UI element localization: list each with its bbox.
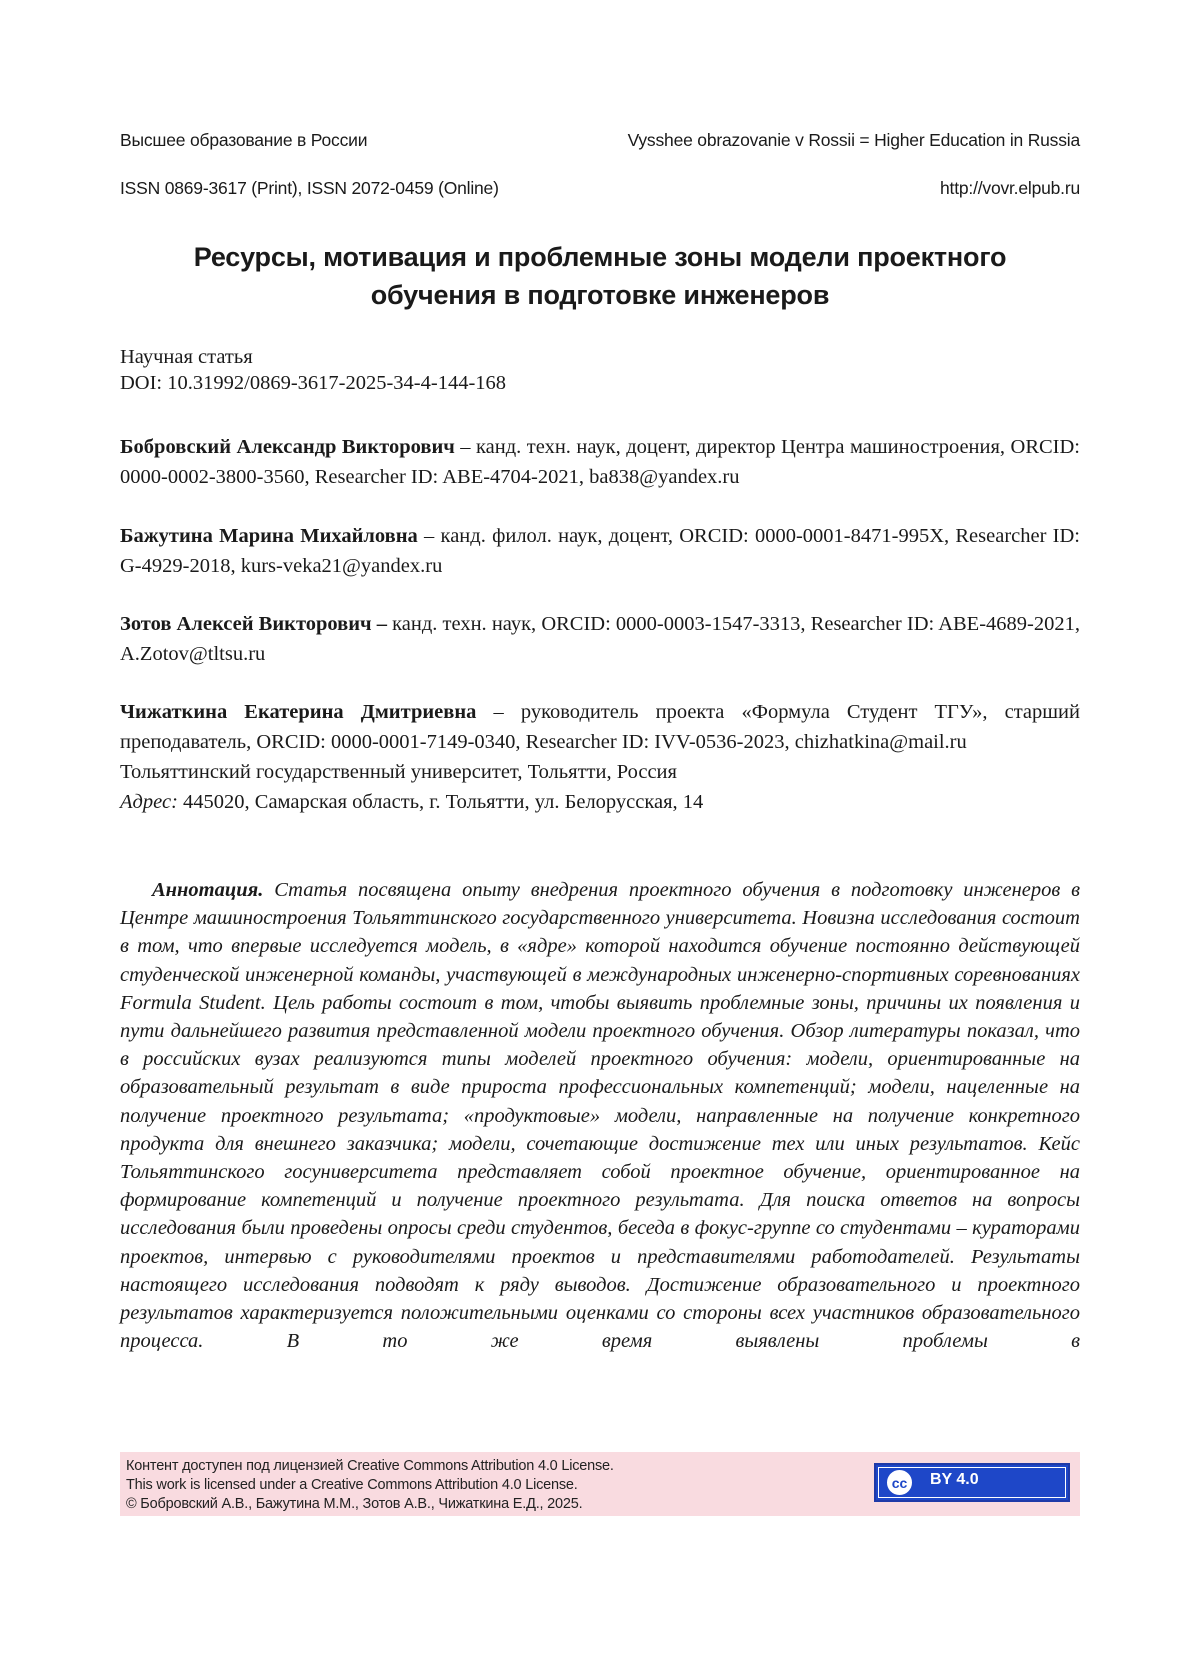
author-details: – канд. филол. наук, доцент, ORCID: 0000-0001-8471-995X, Researcher ID: G-4929-2018, kurs-veka21@yandex.ru	[120, 525, 1081, 577]
running-header	[120, 130, 1080, 151]
author-details: канд. техн. наук, ORCID: 0000-0003-1547-3313, Researcher ID: ABE-4689-2021, A.Zotov@tltsu.ru	[120, 613, 1080, 665]
abstract	[120, 876, 1080, 1355]
license-line-en: This work is licensed under a Creative Commons Attribution 4.0 License.	[126, 1477, 578, 1493]
author-details: – канд. техн. наук, доцент, директор Центра машиностроения, ORCID: 0000-0002-3800-3560, Researcher ID: ABE-4704-2021, ba838@yandex.ru	[120, 436, 1080, 488]
cc-by-badge[interactable]	[874, 1463, 1070, 1502]
article-meta	[120, 344, 506, 396]
license-text	[126, 1457, 614, 1514]
license-line-ru: Контент доступен под лицензией Creative Commons Attribution 4.0 License.	[126, 1458, 614, 1474]
journal-url[interactable]: http://vovr.elpub.ru	[940, 178, 1080, 198]
author-entry	[120, 609, 1080, 669]
creative-commons-icon: cc	[885, 1468, 914, 1497]
author-entry	[120, 432, 1080, 492]
journal-title-en: Vysshee obrazovanie v Rossii = Higher Education in Russia	[627, 130, 1080, 150]
address-label: Адрес:	[120, 791, 178, 813]
affiliation-university: Тольяттинский государственный университет, Тольятти, Россия	[120, 761, 677, 783]
title-line-1: Ресурсы, мотивация и проблемные зоны модели проектного	[193, 242, 1007, 272]
address-value: 445020, Самарская область, г. Тольятти, ул. Белорусская, 14	[177, 791, 704, 813]
journal-title-ru: Высшее образование в России	[120, 130, 368, 150]
abstract-label: Аннотация.	[152, 879, 264, 901]
author-entry	[120, 697, 1080, 817]
abstract-text: Статья посвящена опыту внедрения проектного обучения в подготовку инженеров в Центре машиностроения Тольяттинского государственного университета. Новизна исследования состоит в том, что впервые исследуется модель, в «ядре» которой находится обучение постоянно действующей студенческой инженерной команды, участвующей в международных инженерно-спортивных соревнованиях Formula Student. Цель работы состоит в том, чтобы выявить проблемные зоны, причины их появления и пути дальнейшего развития представленной модели проектного обучения. Обзор литературы показал, что в российских вузах реализуются типы моделей проектного обучения: модели, ориентированные на образовательный результат в виде прироста профессиональных компетенций; модели, нацеленные на получение проектного результата; «продуктовые» модели, направленные на получение конкретного продукта для внешнего заказчика; модели, сочетающие достижение тех или иных результатов. Кейс Тольяттинского госуниверситета представляет собой проектное обучение, ориентированное на формирование компетенций и получение проектного результата. Для поиска ответов на вопросы исследования были проведены опросы среди студентов, беседа в фокус-группе со студентами – кураторами проектов, интервью с руководителями проектов и представителями работодателей. Результаты настоящего исследования подводят к ряду выводов. Достижение образовательного и проектного результатов характеризуется положительными оценками со стороны всех участников образовательного процесса. В то же время выявлены проблемы в	[120, 879, 1080, 1353]
issn-header	[120, 178, 1080, 199]
author-details: – руководитель проекта «Формула Студент ТГУ», старший преподаватель, ORCID: 0000-0001-7149-0340, Researcher ID: IVV-0536-2023, chizhatkina@mail.ru	[120, 701, 1080, 753]
author-entry	[120, 521, 1080, 581]
copyright-line: © Бобровский А.В., Бажутина М.М., Зотов А.В., Чижаткина Е.Д., 2025.	[126, 1496, 583, 1512]
author-name: Зотов Алексей Викторович –	[120, 613, 387, 635]
article-type: Научная статья	[120, 346, 253, 368]
affiliation-address	[120, 787, 1080, 817]
title-line-2: обучения в подготовке инженеров	[370, 280, 830, 310]
author-name: Чижаткина Екатерина Дмитриевна	[120, 701, 477, 723]
author-name: Бажутина Марина Михайловна	[120, 525, 418, 547]
article-doi[interactable]: DOI: 10.31992/0869-3617-2025-34-4-144-168	[120, 372, 507, 394]
article-title	[120, 238, 1080, 314]
license-box	[120, 1452, 1080, 1516]
author-name: Бобровский Александр Викторович	[120, 436, 455, 458]
badge-label: BY 4.0	[930, 1471, 979, 1488]
issn: ISSN 0869-3617 (Print), ISSN 2072-0459 (Online)	[120, 178, 499, 198]
